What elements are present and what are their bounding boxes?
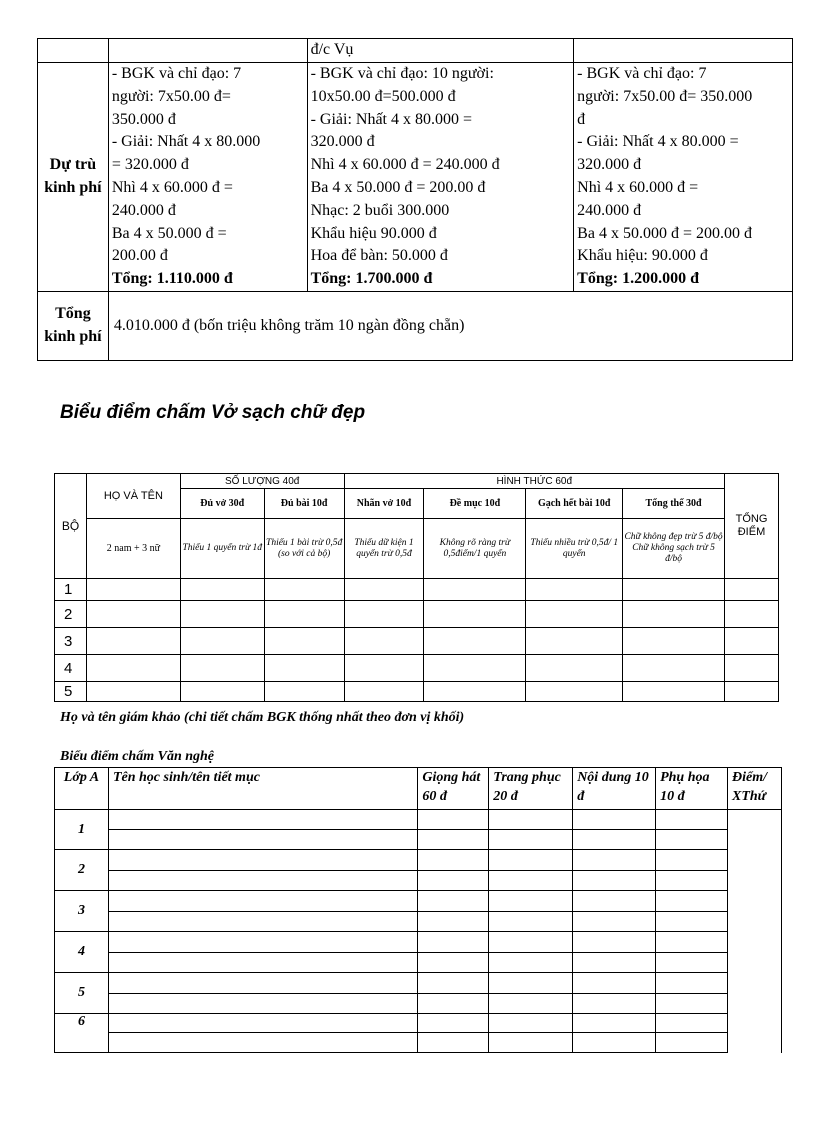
table-row: 2 <box>55 850 782 871</box>
performance-table <box>54 767 782 1053</box>
table-row: 6 <box>55 1014 782 1033</box>
budget-col3: - BGK và chỉ đạo: 7 người: 7x50.00 đ= 350.000 đ - Giải: Nhất 4 x 80.000 = 320.000 đ Nhì 4 x 60.000 đ = 240.000 đ Ba 4 x 50.000 đ = 200.00 đ Khẩu hiệu: 90.000 đ Tổng: 1.200.000 đ <box>574 63 793 292</box>
score-col-gach-het-bai: Gạch hết bài 10đ <box>526 489 623 519</box>
table-row: 5 <box>55 682 779 702</box>
score-col-du-vo: Đủ vở 30đ <box>180 489 264 519</box>
performance-title: Biểu điểm chấm Văn nghệ <box>60 749 215 764</box>
budget-total-value: 4.010.000 đ (bốn triệu không trăm 10 ngàn đồng chẵn) <box>108 291 792 360</box>
score-name-header: HỌ VÀ TÊN <box>86 474 180 519</box>
table-row: 4 <box>55 655 779 682</box>
perf-rank-column[interactable] <box>727 810 781 1053</box>
perf-col-noi-dung: Nội dung 10 đ <box>573 768 656 810</box>
perf-col-diem: Điểm/ XThứ <box>727 768 781 810</box>
table-row: 3 <box>55 891 782 912</box>
score-col-tong-the: Tổng thể 30đ <box>623 489 725 519</box>
table-row: 5 <box>55 973 782 994</box>
score-table: BỘ HỌ VÀ TÊN SỐ LƯỢNG 40đ HÌNH THỨC 60đ TỔNG ĐIỂM Đủ vở 30đ Đủ bài 10đ Nhãn vở 10đ Đề mục 10đ Gạch hết bài 10đ Tổng thể 30đ 2 nam + 3 nữ Thiếu 1 quyển trừ 1đ Thiếu 1 bài trừ 0,5đ (so với cả bộ) Thiếu dữ kiện 1 quyển trừ 0,5đ Không rõ ràng trừ 0,5điểm/1 quyển Thiếu nhiều trừ 0,5đ/ 1 quyển Chữ không đẹp trừ 5 đ/bộ Chữ không sạch trừ 5 đ/bộ 1 2 3 4 5 <box>54 473 779 702</box>
budget-top-cell: đ/c Vụ <box>307 39 574 63</box>
score-total-header: TỔNG ĐIỂM <box>724 474 778 579</box>
budget-total-row <box>38 291 793 360</box>
score-bo-header: BỘ <box>55 474 87 579</box>
score-quantity-header: SỐ LƯỢNG 40đ <box>180 474 344 489</box>
score-col-nhan-vo: Nhãn vở 10đ <box>344 489 424 519</box>
judge-note: Họ và tên giám khảo (chi tiết chấm BGK thống nhất theo đơn vị khối) <box>60 710 465 725</box>
budget-table <box>37 38 793 361</box>
perf-col-phu-hoa: Phụ họa 10 đ <box>656 768 728 810</box>
budget-top-row <box>38 39 793 63</box>
score-col-du-bai: Đủ bài 10đ <box>264 489 344 519</box>
score-section-title: Biểu điểm chấm Vở sạch chữ đẹp <box>60 402 366 423</box>
budget-estimate-label: Dự trù kinh phí <box>38 63 109 292</box>
table-row: 1 <box>55 810 782 830</box>
score-name-note: 2 nam + 3 nữ <box>86 519 180 579</box>
table-row: 1 <box>55 579 779 601</box>
table-row: 3 <box>55 628 779 655</box>
score-form-header: HÌNH THỨC 60đ <box>344 474 724 489</box>
budget-col3-total: Tổng: 1.200.000 đ <box>577 270 699 288</box>
score-col-de-muc: Đề mục 10đ <box>424 489 526 519</box>
perf-col-giong-hat: Giọng hát 60 đ <box>418 768 489 810</box>
budget-col2-total: Tổng: 1.700.000 đ <box>310 270 433 288</box>
table-row: 2 <box>55 601 779 628</box>
budget-col2: - BGK và chỉ đạo: 10 người: 10x50.00 đ=500.000 đ - Giải: Nhất 4 x 80.000 = 320.000 đ Nhì 4 x 60.000 đ = 240.000 đ Ba 4 x 50.000 đ = 200.00 đ Nhạc: 2 buổi 300.000 Khẩu hiệu 90.000 đ Hoa để bàn: 50.000 đ Tổng: 1.700.000 đ <box>307 63 574 292</box>
perf-col-ten: Tên học sinh/tên tiết mục <box>108 768 417 810</box>
perf-col-trang-phuc: Trang phục 20 đ <box>489 768 573 810</box>
budget-estimate-row <box>38 63 793 292</box>
budget-col1: - BGK và chỉ đạo: 7 người: 7x50.00 đ= 350.000 đ - Giải: Nhất 4 x 80.000 = 320.000 đ Nhì 4 x 60.000 đ = 240.000 đ Ba 4 x 50.000 đ = 200.00 đ Tổng: 1.110.000 đ <box>108 63 307 292</box>
perf-col-lop: Lớp A <box>55 768 109 810</box>
budget-col1-total: Tổng: 1.110.000 đ <box>111 270 233 288</box>
budget-total-label: Tổng kinh phí <box>38 291 109 360</box>
table-row: 4 <box>55 932 782 953</box>
